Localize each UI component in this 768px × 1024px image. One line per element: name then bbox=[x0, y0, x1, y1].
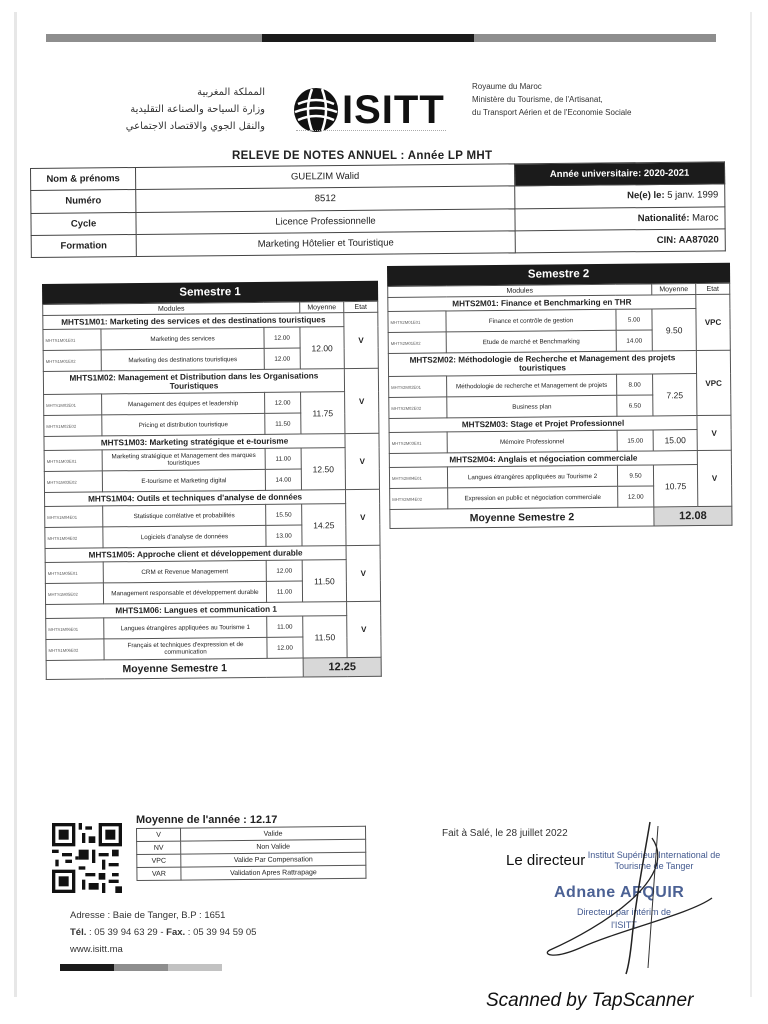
semester-title: Semestre 2 bbox=[387, 263, 730, 286]
element-code: MHTS1M06E01 bbox=[46, 618, 104, 640]
paper-right-edge bbox=[750, 12, 752, 997]
top-decorative-bar bbox=[46, 34, 716, 42]
element-name: Expression en public et négociation commerciale bbox=[448, 486, 618, 509]
element-grade: 12.00 bbox=[267, 637, 303, 658]
element-grade: 12.00 bbox=[265, 392, 301, 413]
stamp-institution: Institut Supérieur International de Tourisme de Tanger bbox=[587, 850, 721, 871]
module-title: MHTS2M03: Stage et Projet Professionnel bbox=[389, 416, 697, 433]
legend-text: Non Valide bbox=[181, 839, 366, 854]
element-grade: 11.00 bbox=[266, 581, 302, 602]
element-code: MHTS1M01E01 bbox=[43, 329, 101, 351]
element-name: Français et techniques d'expression et de communication bbox=[104, 637, 267, 660]
module-average: 10.75 bbox=[653, 465, 697, 507]
semester-title: Semestre 1 bbox=[42, 281, 378, 304]
arabic-line: المملكة المغربية bbox=[197, 87, 265, 98]
element-grade: 14.00 bbox=[265, 469, 301, 490]
module-title: MHTS1M05: Approche client et développement durable bbox=[45, 546, 346, 563]
element-code: MHTS1M04E01 bbox=[45, 506, 103, 528]
element-code: MHTS2M04E02 bbox=[390, 488, 448, 510]
status-legend bbox=[136, 826, 366, 881]
isitt-logo bbox=[292, 86, 445, 134]
element-code: MHTS1M04E02 bbox=[45, 527, 103, 549]
element-row bbox=[45, 503, 380, 527]
module-average: 11.50 bbox=[303, 616, 347, 658]
module-state: VPC bbox=[696, 350, 731, 415]
element-name: Marketing des services bbox=[101, 327, 264, 350]
element-name: Etude de marché et Benchmarking bbox=[446, 330, 616, 353]
element-code: MHTS1M03E02 bbox=[44, 471, 102, 493]
birthdate-label: Ne(e) le: bbox=[627, 190, 665, 202]
module-average: 9.50 bbox=[652, 309, 696, 351]
arabic-line: والنقل الجوي والاقتصاد الاجتماعي bbox=[125, 121, 265, 132]
module-state: V bbox=[697, 415, 731, 450]
column-header-average: Moyenne bbox=[652, 284, 696, 295]
cin-cell bbox=[515, 229, 725, 253]
element-grade: 14.00 bbox=[616, 330, 652, 351]
module-state: V bbox=[347, 601, 382, 657]
director-title: Le directeur bbox=[506, 852, 586, 869]
phone-value: : 05 39 94 63 29 - bbox=[89, 927, 167, 938]
qr-code-icon bbox=[52, 823, 122, 893]
element-row bbox=[389, 373, 731, 397]
element-row bbox=[389, 464, 731, 488]
semester-2-table bbox=[387, 263, 733, 529]
fax-value: : 05 39 94 59 05 bbox=[187, 927, 257, 938]
element-code: MHTS2M01E01 bbox=[388, 311, 446, 333]
element-grade: 5.00 bbox=[616, 309, 652, 330]
element-row bbox=[44, 447, 379, 471]
number-label: Numéro bbox=[31, 190, 136, 213]
nationality-label: Nationalité: bbox=[637, 212, 690, 224]
module-title: MHTS1M01: Marketing des services et des destinations touristiques bbox=[43, 313, 344, 330]
module-state: V bbox=[344, 312, 379, 368]
element-grade: 11.00 bbox=[265, 448, 301, 469]
element-grade: 11.00 bbox=[267, 616, 303, 637]
globe-icon bbox=[292, 86, 340, 134]
element-row bbox=[43, 326, 378, 350]
element-name: Management responsable et développement durable bbox=[103, 581, 266, 604]
scanner-watermark: Scanned by TapScanner bbox=[486, 990, 694, 1011]
element-name: Logiciels d'analyse de données bbox=[103, 525, 266, 548]
element-code: MHTS1M02E02 bbox=[44, 415, 102, 437]
birthdate-value: 5 janv. 1999 bbox=[667, 189, 719, 202]
element-code: MHTS1M05E02 bbox=[45, 583, 103, 605]
element-code: MHTS1M05E01 bbox=[45, 562, 103, 584]
legend-text: Valide Par Compensation bbox=[181, 852, 366, 867]
element-grade: 13.00 bbox=[266, 525, 302, 546]
module-state: V bbox=[697, 450, 732, 506]
column-header-state: Etat bbox=[696, 283, 730, 294]
paper-left-edge bbox=[14, 12, 17, 997]
address-label: Adresse bbox=[70, 910, 105, 921]
element-grade: 9.50 bbox=[617, 465, 653, 486]
element-row bbox=[45, 559, 380, 583]
element-name: Mémoire Professionnel bbox=[447, 430, 617, 453]
element-grade: 15.50 bbox=[266, 504, 302, 525]
module-title: MHTS1M03: Marketing stratégique et e-tourisme bbox=[44, 434, 345, 451]
name-value: GUELZIM Walid bbox=[135, 164, 514, 190]
module-average: 12.50 bbox=[301, 448, 345, 490]
semester-average-label: Moyenne Semestre 1 bbox=[46, 658, 303, 679]
element-name: Méthodologie de recherche et Management de projets bbox=[447, 374, 617, 397]
cin-label: CIN: bbox=[656, 234, 677, 246]
module-state: V bbox=[344, 368, 379, 433]
handwritten-signature bbox=[540, 818, 720, 978]
column-header-average: Moyenne bbox=[300, 302, 344, 313]
element-code: MHTS1M06E02 bbox=[46, 639, 104, 661]
module-average: 14.25 bbox=[302, 504, 346, 546]
element-row bbox=[46, 615, 381, 639]
semester-average-value: 12.08 bbox=[654, 506, 732, 526]
element-code: MHTS2M02E01 bbox=[389, 376, 447, 398]
module-state: V bbox=[345, 489, 380, 545]
cycle-value: Licence Professionnelle bbox=[136, 208, 515, 234]
column-header-state: Etat bbox=[344, 301, 378, 312]
number-value: 8512 bbox=[136, 186, 515, 212]
semester-average-label: Moyenne Semestre 2 bbox=[390, 507, 654, 529]
element-row bbox=[44, 391, 379, 415]
nationality-value: Maroc bbox=[692, 212, 719, 224]
module-average: 15.00 bbox=[653, 430, 697, 451]
address-value: : Baie de Tanger, B.P : 1651 bbox=[107, 910, 226, 921]
module-title: MHTS2M02: Méthodologie de Recherche et Management des projets touristiques bbox=[388, 351, 696, 377]
legend-text: Valide bbox=[181, 826, 366, 841]
french-ministry-header bbox=[472, 80, 631, 119]
element-code: MHTS2M01E02 bbox=[388, 332, 446, 354]
column-header-modules: Modules bbox=[43, 302, 300, 315]
module-state: V bbox=[346, 545, 381, 601]
element-grade: 12.00 bbox=[266, 560, 302, 581]
module-title: MHTS1M02: Management et Distribution dans les Organisations Touristiques bbox=[43, 369, 344, 395]
element-code: MHTS2M04E01 bbox=[389, 467, 447, 489]
element-code: MHTS1M01E02 bbox=[43, 350, 101, 372]
legend-code: V bbox=[137, 828, 181, 841]
arabic-ministry-header bbox=[125, 84, 265, 135]
stamp-role: Directeur par intérim de l'ISITT bbox=[576, 907, 672, 930]
element-name: Pricing et distribution touristique bbox=[102, 413, 265, 436]
french-line: du Transport Aérien et de l'Economie Sociale bbox=[472, 108, 632, 117]
birthdate-cell bbox=[515, 184, 725, 208]
french-line: Ministère du Tourisme, de l'Artisanat, bbox=[472, 95, 603, 104]
element-code: MHTS2M03E01 bbox=[389, 432, 447, 454]
module-title: MHTS2M01: Finance et Benchmarking en THR bbox=[388, 295, 696, 312]
element-name: Business plan bbox=[447, 395, 617, 418]
cin-value: AA87020 bbox=[678, 234, 719, 246]
semester-average-value: 12.25 bbox=[303, 657, 381, 677]
element-name: Langues étrangères appliquées au Tourisme 1 bbox=[104, 616, 267, 639]
module-state: V bbox=[345, 433, 380, 489]
column-header-modules: Modules bbox=[388, 284, 652, 298]
document-title: RELEVE DE NOTES ANNUEL : Année LP MHT bbox=[232, 150, 493, 162]
element-name: Marketing stratégique et Management des marques touristiques bbox=[102, 448, 265, 471]
nationality-cell bbox=[515, 206, 725, 230]
element-code: MHTS1M03E01 bbox=[44, 450, 102, 472]
module-title: MHTS1M06: Langues et communication 1 bbox=[46, 602, 347, 619]
element-grade: 12.00 bbox=[618, 486, 654, 507]
place-and-date: Fait à Salé, le 28 juillet 2022 bbox=[442, 828, 568, 839]
element-grade: 12.00 bbox=[264, 327, 300, 348]
phone-label: Tél. bbox=[70, 927, 87, 938]
element-name: E-tourisme et Marketing digital bbox=[102, 469, 265, 492]
legend-text: Validation Apres Rattrapage bbox=[181, 865, 366, 880]
module-title: MHTS1M04: Outils et techniques d'analyse de données bbox=[45, 490, 346, 507]
logo-text: ISITT bbox=[342, 87, 445, 132]
element-grade: 6.50 bbox=[617, 395, 653, 416]
formation-label: Formation bbox=[31, 234, 136, 257]
legend-code: VPC bbox=[137, 854, 181, 867]
module-title: MHTS2M04: Anglais et négociation commerciale bbox=[389, 451, 697, 468]
website-link[interactable]: www.isitt.ma bbox=[70, 944, 123, 955]
element-grade: 11.50 bbox=[265, 413, 301, 434]
element-name: Marketing des destinations touristiques bbox=[101, 348, 264, 371]
element-name: Management des équipes et leadership bbox=[102, 392, 265, 415]
element-name: CRM et Revenue Management bbox=[103, 560, 266, 583]
institution-address bbox=[70, 907, 256, 958]
legend-code: VAR bbox=[137, 867, 181, 880]
cycle-label: Cycle bbox=[31, 212, 136, 235]
bottom-decorative-bar bbox=[60, 964, 222, 971]
element-code: MHTS1M02E01 bbox=[44, 394, 102, 416]
year-average: Moyenne de l'année : 12.17 bbox=[136, 814, 278, 826]
module-average: 12.00 bbox=[300, 327, 344, 369]
element-code: MHTS2M02E02 bbox=[389, 397, 447, 419]
element-name: Statistique corrélative et probabilités bbox=[103, 504, 266, 527]
element-name: Finance et contrôle de gestion bbox=[446, 309, 616, 332]
legend-code: NV bbox=[137, 841, 181, 854]
module-state: VPC bbox=[696, 294, 731, 350]
element-grade: 12.00 bbox=[264, 348, 300, 369]
arabic-line: وزارة السياحة والصناعة التقليدية bbox=[130, 104, 265, 115]
logo-tagline-rule bbox=[296, 130, 446, 136]
academic-year: Année universitaire: 2020-2021 bbox=[514, 162, 724, 186]
identity-table bbox=[30, 161, 726, 258]
french-line: Royaume du Maroc bbox=[472, 82, 542, 91]
name-label: Nom & prénoms bbox=[31, 167, 136, 190]
module-average: 11.50 bbox=[302, 560, 346, 602]
formation-value: Marketing Hôtelier et Touristique bbox=[136, 231, 515, 257]
element-grade: 15.00 bbox=[617, 430, 653, 451]
element-row bbox=[388, 308, 730, 332]
legend-row bbox=[137, 865, 366, 880]
module-average: 7.25 bbox=[653, 374, 697, 416]
element-name: Langues étrangères appliquées au Tourisme 2 bbox=[447, 465, 617, 488]
element-grade: 8.00 bbox=[617, 374, 653, 395]
semester-1-table bbox=[42, 281, 382, 680]
fax-label: Fax. bbox=[166, 927, 186, 938]
module-average: 11.75 bbox=[301, 392, 345, 434]
stamp-name: Adnane AFQUIR bbox=[554, 884, 685, 901]
